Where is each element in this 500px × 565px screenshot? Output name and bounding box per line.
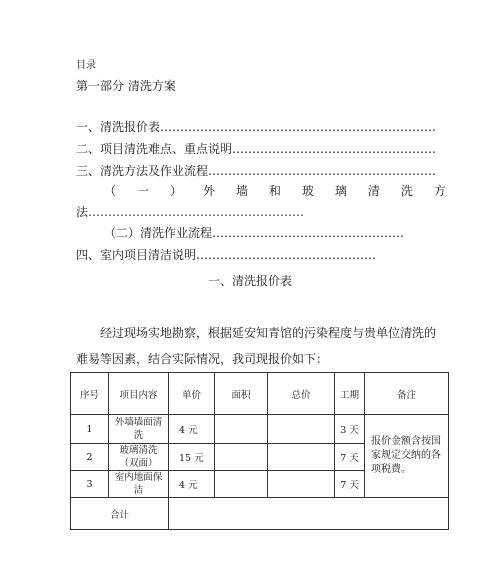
cell-area: [215, 444, 268, 471]
cell-price: 4 元: [169, 415, 215, 444]
toc-char: 一: [136, 184, 149, 198]
toc-entry-work-flow[interactable]: （二）清洗作业流程…………………………………………: [104, 226, 405, 240]
header-remark: 备注: [365, 373, 449, 415]
intro-paragraph-line-1: 经过现场实地勘察，根据延安知青馆的污染程度与贵单位清洗的: [100, 326, 437, 340]
toc-char: 墙: [235, 184, 248, 198]
cell-content-line: 外墙墙面清: [114, 417, 163, 428]
toc-entry-exterior-glass[interactable]: [104, 182, 446, 199]
part-title: 第一部分 清洗方案: [76, 79, 176, 93]
toc-entry-exterior-glass-cont[interactable]: 法………………………………………………: [76, 205, 305, 219]
cell-content: [109, 444, 169, 471]
cell-no: 2: [71, 444, 109, 471]
cell-content-line: 室内地面保: [114, 472, 163, 483]
cell-total: [268, 444, 335, 471]
header-no: 序号: [71, 373, 109, 415]
toc-char: 和: [268, 184, 281, 198]
cell-content-line: 洗: [133, 430, 144, 441]
cell-price: 4 元: [169, 471, 215, 498]
toc-char: 外: [202, 184, 215, 198]
toc-char: 方: [433, 184, 446, 198]
cell-content: [109, 415, 169, 444]
toc-char: 清: [367, 184, 380, 198]
cell-period: 7 天: [335, 444, 365, 471]
section-heading: 一、清洗报价表: [207, 274, 292, 288]
table-header-row: [71, 373, 449, 415]
cell-content-line: 玻璃清洗: [119, 445, 158, 456]
cell-total: [268, 471, 335, 498]
cell-total: [268, 415, 335, 444]
intro-paragraph-line-2: 难易等因素，结合实际情况，我司现报价如下：: [76, 352, 329, 366]
toc-entry-indoor[interactable]: 四、室内项目清洁说明………………………………………: [76, 248, 377, 262]
cell-total-label: 合计: [71, 498, 169, 530]
toc-entry-difficulties[interactable]: 二、项目清洗难点、重点说明……………………………………………: [76, 142, 437, 156]
toc-char: 玻: [301, 184, 314, 198]
quote-table: [70, 372, 449, 530]
cell-area: [215, 415, 268, 444]
header-period: 工期: [335, 373, 365, 415]
cell-area: [215, 471, 268, 498]
toc-char: ）: [169, 184, 182, 198]
cell-period: 3 天: [335, 415, 365, 444]
table-row: [71, 415, 449, 444]
toc-char: （: [104, 184, 117, 198]
cell-no: 3: [71, 471, 109, 498]
header-area: 面积: [215, 373, 268, 415]
cell-content-line: 洁: [133, 485, 144, 496]
toc-char: 璃: [334, 184, 347, 198]
toc-entry-quote-table[interactable]: 一、清洗报价表……………………………………………………………: [76, 120, 437, 134]
table-total-row: [71, 498, 449, 530]
header-total: 总价: [268, 373, 335, 415]
cell-remark: 报价金额含按国家规定交纳的各项税费。: [365, 415, 449, 498]
toc-entry-methods[interactable]: 三、清洗方法及作业流程…………………………………………………: [76, 164, 437, 178]
header-price: 单价: [169, 373, 215, 415]
toc-label: 目录: [76, 60, 96, 71]
cell-period: 7 天: [335, 471, 365, 498]
cell-content: [109, 471, 169, 498]
cell-price: 15 元: [169, 444, 215, 471]
cell-content-line: （双面）: [119, 458, 158, 469]
toc-char: 洗: [400, 184, 413, 198]
cell-total-value: [169, 498, 449, 530]
header-content: 项目内容: [109, 373, 169, 415]
cell-no: 1: [71, 415, 109, 444]
